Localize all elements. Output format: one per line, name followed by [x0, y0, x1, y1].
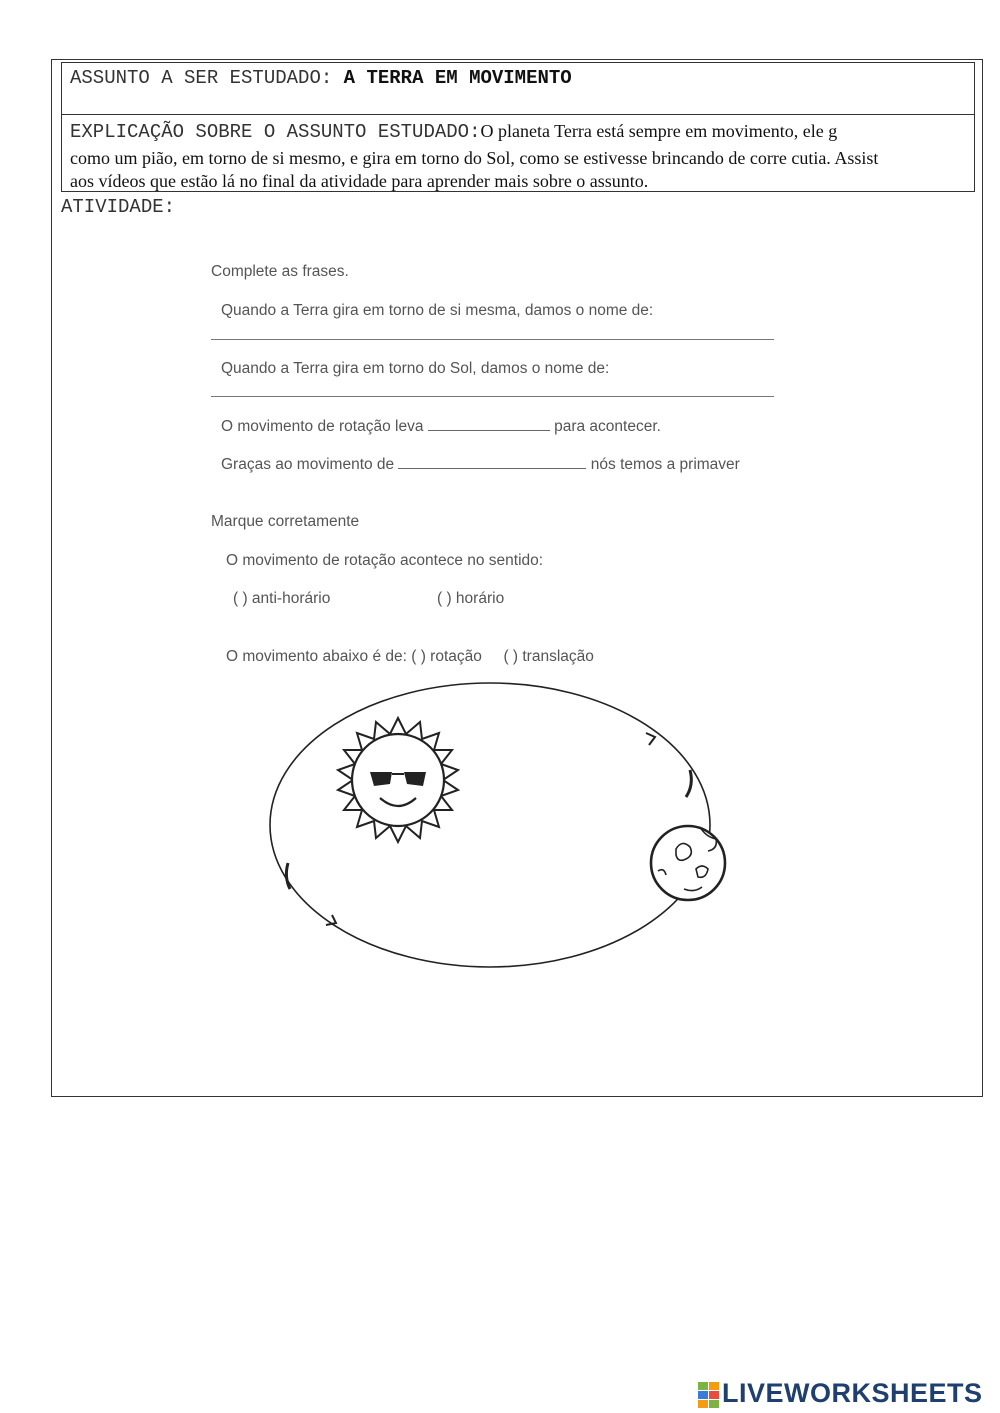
subject-box — [61, 62, 975, 115]
explanation-text-3: aos vídeos que estão lá no final da atividade para aprender mais sobre o assunto. — [70, 171, 649, 191]
liveworksheets-logo-icon — [698, 1382, 720, 1410]
explanation-line-1 — [70, 121, 975, 143]
complete-title: Complete as frases. — [211, 263, 349, 280]
option-anti-clockwise[interactable]: ( ) anti-horário — [233, 590, 331, 607]
question-movement-type-text: O movimento abaixo é de: — [226, 648, 407, 665]
sun-icon — [338, 718, 458, 842]
option-rotation[interactable]: ( ) rotação — [411, 648, 482, 665]
arrow-bottom-left-icon — [286, 863, 336, 925]
question-rotation-duration-end: para acontecer. — [554, 418, 661, 435]
orbit-ellipse — [270, 683, 710, 967]
mark-title: Marque corretamente — [211, 513, 360, 530]
subject-label: ASSUNTO A SER ESTUDADO: — [70, 67, 333, 89]
explanation-text-2: como um pião, em torno de si mesmo, e gira em torno do Sol, como se estivesse brincando de corre cutia. Assist — [70, 148, 879, 168]
explanation-text-1: O planeta Terra está sempre em movimento, ele g — [480, 121, 838, 141]
subject-line — [70, 67, 572, 89]
earth-icon — [651, 826, 725, 900]
question-rotation: Quando a Terra gira em torno de si mesma, damos o nome de: — [221, 302, 654, 319]
liveworksheets-logo-text: LIVEWORKSHEETS — [722, 1378, 983, 1408]
question-seasons-end: nós temos a primaver — [590, 456, 740, 473]
orbit-illustration — [200, 255, 776, 985]
question-direction: O movimento de rotação acontece no sentido: — [226, 552, 544, 569]
activity-worksheet — [200, 255, 776, 985]
option-clockwise[interactable]: ( ) horário — [437, 590, 505, 607]
question-translation: Quando a Terra gira em torno do Sol, damos o nome de: — [221, 360, 610, 377]
option-translation[interactable]: ( ) translação — [503, 648, 594, 665]
explanation-box — [61, 114, 975, 192]
subject-title: A TERRA EM MOVIMENTO — [343, 67, 572, 89]
question-seasons-start: Graças ao movimento de — [221, 456, 395, 473]
activity-label: ATIVIDADE: — [61, 196, 176, 218]
explanation-label: EXPLICAÇÃO SOBRE O ASSUNTO ESTUDADO: — [70, 121, 481, 143]
question-rotation-duration-start: O movimento de rotação leva — [221, 418, 424, 435]
